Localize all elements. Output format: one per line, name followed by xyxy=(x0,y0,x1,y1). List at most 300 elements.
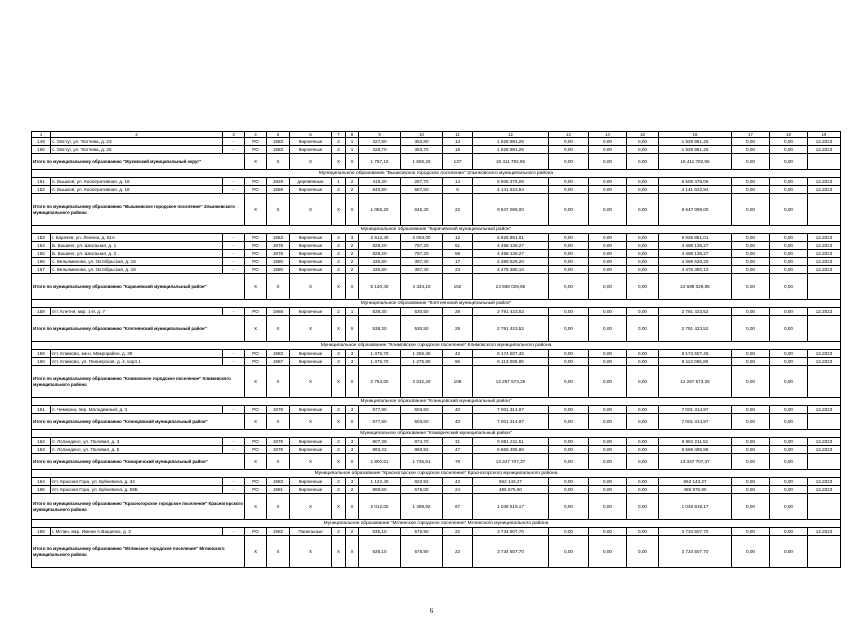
table-cell: Панельные xyxy=(290,528,332,536)
total-cell: X xyxy=(245,414,267,430)
table-cell: 2 xyxy=(346,178,359,186)
table-row xyxy=(32,308,841,316)
table-cell: - xyxy=(223,486,245,494)
table-row xyxy=(32,146,841,154)
table-cell: 4 498 136,27 xyxy=(473,250,549,258)
table-cell: 157 xyxy=(32,266,51,274)
table-cell: Кирпичные xyxy=(290,138,332,146)
section-title: Муниципальное образование "Карачевский муниципальный район" xyxy=(32,226,841,234)
table-cell: - xyxy=(223,528,245,536)
table-cell: 0,00 xyxy=(770,438,808,446)
table-cell: 0,00 xyxy=(589,406,627,414)
section-row xyxy=(32,342,841,350)
table-cell: 154 xyxy=(32,242,51,250)
table-cell: 0,00 xyxy=(627,266,659,274)
table-cell: 587,60 xyxy=(401,186,443,194)
total-cell: 0,00 xyxy=(549,366,589,398)
table-cell: - xyxy=(223,478,245,486)
table-cell: РО xyxy=(245,446,267,454)
table-cell: 1983 xyxy=(267,146,290,154)
section-title: Муниципальное образование "Клинцовский муниципальный район" xyxy=(32,398,841,406)
table-cell: 3 734 507,70 xyxy=(473,528,549,536)
table-cell: 0,00 xyxy=(589,234,627,242)
address-cell: п. Вышков, ул. Кооперативная, д. 18 xyxy=(51,186,223,194)
table-cell: 2 xyxy=(332,308,346,316)
total-label: Итого по муниципальному образованию "Клинцовский муниципальный район" xyxy=(32,414,245,430)
table-row xyxy=(32,138,841,146)
table-cell: 1979 xyxy=(267,446,290,454)
address-cell: с. Овстуг, ул. Тютчева, д. 25 xyxy=(51,146,223,154)
table-cell: - xyxy=(223,186,245,194)
table-cell: 0,00 xyxy=(732,446,770,454)
table-cell: 577,80 xyxy=(359,406,401,414)
table-cell: - xyxy=(223,234,245,242)
header-cell: 16 xyxy=(659,132,732,138)
table-row xyxy=(32,234,841,242)
total-cell: 13 347 707,37 xyxy=(659,454,732,470)
table-cell: - xyxy=(223,406,245,414)
address-cell: п. Вышков, ул. Кооперативная, д. 16 xyxy=(51,178,223,186)
table-cell: 12.2023 xyxy=(808,308,841,316)
total-cell: 2 012,00 xyxy=(359,494,401,520)
total-cell: X xyxy=(332,536,346,568)
table-cell: 1 xyxy=(332,178,346,186)
table-cell: 1978 xyxy=(267,242,290,250)
total-cell: 0,00 xyxy=(770,366,808,398)
table-cell: Кирпичные xyxy=(290,358,332,366)
table-cell: 0,00 xyxy=(589,308,627,316)
table-cell: 23 xyxy=(443,266,473,274)
total-cell: X xyxy=(346,274,359,300)
table-cell: 1978 xyxy=(267,406,290,414)
total-cell: 3 734 507,70 xyxy=(473,536,549,568)
table-cell: 12.2023 xyxy=(808,186,841,194)
total-cell: 577,80 xyxy=(359,414,401,430)
total-row xyxy=(32,274,841,300)
table-cell: 0,00 xyxy=(732,234,770,242)
total-cell: 1 056,20 xyxy=(359,194,401,226)
total-cell: 530,50 xyxy=(401,316,443,342)
total-cell: 0,00 xyxy=(770,154,808,170)
table-cell: 0,00 xyxy=(770,446,808,454)
total-cell: X xyxy=(346,154,359,170)
total-cell: X xyxy=(346,454,359,470)
total-cell: X xyxy=(290,494,332,520)
table-cell: - xyxy=(223,266,245,274)
total-cell: 0,00 xyxy=(627,536,659,568)
total-cell: 162 xyxy=(443,274,473,300)
total-cell: 3 734 507,70 xyxy=(659,536,732,568)
header-cell: 19 xyxy=(808,132,841,138)
header-cell: 5 xyxy=(267,132,290,138)
section-row xyxy=(32,520,841,528)
total-cell: 0,00 xyxy=(549,414,589,430)
table-cell: 2 xyxy=(332,138,346,146)
table-cell: 7 001 314,97 xyxy=(659,406,732,414)
total-cell: 108 xyxy=(443,366,473,398)
table-cell: 2 xyxy=(346,250,359,258)
total-cell: X xyxy=(332,454,346,470)
total-cell-empty xyxy=(808,194,841,226)
table-cell: 6 113 065,80 xyxy=(473,358,549,366)
section-row xyxy=(32,170,841,178)
total-cell: 5 140,40 xyxy=(359,274,401,300)
table-row xyxy=(32,350,841,358)
total-row xyxy=(32,454,841,470)
table-cell: 822,92 xyxy=(401,478,443,486)
total-cell: 22 xyxy=(443,536,473,568)
total-cell: 0,00 xyxy=(732,194,770,226)
total-cell: X xyxy=(290,454,332,470)
table-cell: 0,00 xyxy=(589,266,627,274)
table-cell: 1 928 981,25 xyxy=(659,146,732,154)
table-cell: 0,00 xyxy=(549,308,589,316)
table-cell: 1 928 981,25 xyxy=(473,138,549,146)
table-cell: 397,40 xyxy=(401,266,443,274)
total-cell: 22 xyxy=(443,194,473,226)
table-cell: 0,00 xyxy=(549,446,589,454)
header-cell: 1 xyxy=(32,132,51,138)
table-cell: РО xyxy=(245,250,267,258)
table-cell: 3 xyxy=(346,406,359,414)
table-cell: 538,30 xyxy=(359,308,401,316)
total-cell: X xyxy=(267,536,290,568)
section-row xyxy=(32,470,841,478)
table-cell: 503,60 xyxy=(401,406,443,414)
section-title: Муниципальное образование "Красногорское городское поселение" Красногорского муниципального района xyxy=(32,470,841,478)
table-cell: 0,00 xyxy=(770,486,808,494)
table-cell: 12.2023 xyxy=(808,438,841,446)
total-row xyxy=(32,494,841,520)
table-cell: 0,00 xyxy=(549,138,589,146)
table-cell: 0,00 xyxy=(770,146,808,154)
table-cell: 12.2023 xyxy=(808,250,841,258)
table-cell: 1980 xyxy=(267,258,290,266)
table-cell: 0,00 xyxy=(732,266,770,274)
table-cell: 2 xyxy=(332,186,346,194)
table-cell: РО xyxy=(245,350,267,358)
table-cell: 0,00 xyxy=(770,528,808,536)
total-cell: 0,00 xyxy=(770,194,808,226)
table-cell: 0,00 xyxy=(770,266,808,274)
table-cell: 3 xyxy=(332,358,346,366)
table-cell: 162 xyxy=(32,438,51,446)
total-cell: 9 647 099,00 xyxy=(659,194,732,226)
table-cell: 12.2023 xyxy=(808,358,841,366)
table-cell: 12.2023 xyxy=(808,178,841,186)
table-cell: Кирпичные xyxy=(290,486,332,494)
total-cell: X xyxy=(245,366,267,398)
total-label: Итого по муниципальному образованию "Климовское городское поселение" Климовского муниципального района xyxy=(32,366,245,398)
total-cell: 0,00 xyxy=(627,494,659,520)
table-cell: 0,00 xyxy=(732,528,770,536)
address-cell: п. Лопандино, ул. Полевая, д. 5 xyxy=(51,446,223,454)
table-cell: РО xyxy=(245,242,267,250)
address-cell: Б. Бошино, ул. Школьная, д. 2 xyxy=(51,250,223,258)
total-cell: 0,00 xyxy=(627,154,659,170)
table-cell: 1980 xyxy=(267,266,290,274)
table-cell: 2 xyxy=(332,242,346,250)
table-cell: Кирпичные xyxy=(290,478,332,486)
section-row xyxy=(32,430,841,438)
table-cell: 2 xyxy=(332,258,346,266)
table-cell: 0,00 xyxy=(770,234,808,242)
address-cell: с. Овстуг, ул. Тютчева, д. 23 xyxy=(51,138,223,146)
table-cell: - xyxy=(223,250,245,258)
table-cell: 2 xyxy=(332,406,346,414)
total-cell: 2 791 423,52 xyxy=(659,316,732,342)
table-cell: 1 xyxy=(346,146,359,154)
table-cell: 12.2023 xyxy=(808,478,841,486)
total-cell: 7 001 314,97 xyxy=(473,414,549,430)
total-cell: 0,00 xyxy=(732,274,770,300)
table-cell: 150 xyxy=(32,146,51,154)
total-cell: 9 647 099,00 xyxy=(473,194,549,226)
table-cell: 0,00 xyxy=(627,478,659,486)
table-cell: 0,00 xyxy=(589,358,627,366)
table-cell: 4 498 136,27 xyxy=(473,242,549,250)
table-cell: 17 xyxy=(443,258,473,266)
total-cell: 1 767,10 xyxy=(359,154,401,170)
table-cell: 6 681 211,51 xyxy=(473,438,549,446)
table-cell: 0,00 xyxy=(732,406,770,414)
total-cell: X xyxy=(245,536,267,568)
total-cell: 538,30 xyxy=(359,316,401,342)
table-cell: 562 143,27 xyxy=(659,478,732,486)
table-cell: 1 376,70 xyxy=(359,358,401,366)
header-cell: 2 xyxy=(51,132,223,138)
table-cell: 155 xyxy=(32,250,51,258)
table-cell: 1963 xyxy=(267,234,290,242)
table-cell: РО xyxy=(245,438,267,446)
table-cell: 0,00 xyxy=(589,446,627,454)
table-cell: 1 xyxy=(346,308,359,316)
total-cell-empty xyxy=(808,454,841,470)
total-cell: X xyxy=(245,274,267,300)
total-cell: 1 048 819,17 xyxy=(473,494,549,520)
table-cell: Кирпичные xyxy=(290,446,332,454)
table-cell: 0,00 xyxy=(549,528,589,536)
table-cell: 159 xyxy=(32,350,51,358)
total-cell: 0,00 xyxy=(732,494,770,520)
table-cell: 0,00 xyxy=(770,250,808,258)
table-row xyxy=(32,438,841,446)
table-cell: РО xyxy=(245,186,267,194)
table-cell: 13 xyxy=(443,138,473,146)
total-cell: 0,00 xyxy=(549,536,589,568)
table-cell: 0,00 xyxy=(589,186,627,194)
table-cell: 0,00 xyxy=(589,438,627,446)
total-cell: X xyxy=(346,494,359,520)
total-cell: 503,60 xyxy=(401,414,443,430)
table-row xyxy=(32,266,841,274)
total-label: Итого по муниципальному образованию "Карачевский муниципальный район" xyxy=(32,274,245,300)
table-cell: 1987 xyxy=(267,358,290,366)
table-cell: 676,00 xyxy=(401,486,443,494)
total-cell: 0,00 xyxy=(549,494,589,520)
table-cell: РО xyxy=(245,266,267,274)
table-row xyxy=(32,406,841,414)
total-cell: 4 334,10 xyxy=(401,274,443,300)
table-cell: РО xyxy=(245,258,267,266)
table-cell: 0,00 xyxy=(770,242,808,250)
table-cell: 3 xyxy=(346,358,359,366)
table-cell: 0,00 xyxy=(770,406,808,414)
table-cell: - xyxy=(223,438,245,446)
housing-program-table xyxy=(31,131,833,568)
table-cell: 0,00 xyxy=(549,146,589,154)
address-cell: пгт. Клетня, мкр. 1-й, д. 7 xyxy=(51,308,223,316)
table-cell: РО xyxy=(245,478,267,486)
total-cell: X xyxy=(290,154,332,170)
total-cell: 2 753,60 xyxy=(359,366,401,398)
table-cell: 4 399 526,20 xyxy=(659,258,732,266)
total-cell: 1 800,61 xyxy=(359,454,401,470)
table-cell: - xyxy=(223,178,245,186)
total-cell-empty xyxy=(808,154,841,170)
table-cell: 4 399 526,20 xyxy=(473,258,549,266)
table-cell: - xyxy=(223,350,245,358)
total-cell: 0,00 xyxy=(732,454,770,470)
table-cell: 435,80 xyxy=(359,258,401,266)
table-cell: РО xyxy=(245,138,267,146)
section-row xyxy=(32,398,841,406)
total-cell: X xyxy=(332,366,346,398)
table-cell: 640,80 xyxy=(359,186,401,194)
table-cell: РО xyxy=(245,406,267,414)
table-cell: 1978 xyxy=(267,250,290,258)
total-cell: 0,00 xyxy=(770,316,808,342)
total-cell: X xyxy=(346,366,359,398)
table-cell: - xyxy=(223,138,245,146)
table-cell: РО xyxy=(245,528,267,536)
section-title: Муниципальное образование "Климовское городское поселение" Климовского муниципального района xyxy=(32,342,841,350)
table-cell: 0,00 xyxy=(732,486,770,494)
total-cell: 0,00 xyxy=(732,536,770,568)
table-cell: 40 xyxy=(443,406,473,414)
table-cell: 397,40 xyxy=(401,258,443,266)
total-cell: X xyxy=(245,454,267,470)
table-cell: 3 xyxy=(346,350,359,358)
table-cell: 1959 xyxy=(267,186,290,194)
address-cell: пгт. Красная Гора, ул. Буйневича, д. 34 xyxy=(51,478,223,486)
table-cell: 0,00 xyxy=(549,358,589,366)
table-cell: 530,50 xyxy=(401,308,443,316)
table-cell: 12.2023 xyxy=(808,266,841,274)
table-cell: - xyxy=(223,446,245,454)
total-cell: X xyxy=(245,494,267,520)
table-cell: 2 xyxy=(332,250,346,258)
table-cell: 635,10 xyxy=(359,528,401,536)
table-cell: 3 xyxy=(346,446,359,454)
table-cell: 6 826 851,01 xyxy=(659,234,732,242)
table-cell: 42 xyxy=(443,350,473,358)
table-cell: Кирпичные xyxy=(290,146,332,154)
total-cell: X xyxy=(267,154,290,170)
table-cell: 2 612,40 xyxy=(359,234,401,242)
table-cell: 828,20 xyxy=(359,250,401,258)
table-cell: 0,00 xyxy=(589,138,627,146)
table-cell: 1983 xyxy=(267,138,290,146)
table-cell: 3 xyxy=(346,478,359,486)
table-cell: 0,00 xyxy=(770,186,808,194)
table-cell: 428,70 xyxy=(359,146,401,154)
table-cell: 0,00 xyxy=(549,406,589,414)
total-cell: X xyxy=(332,274,346,300)
total-cell: 1 606,20 xyxy=(401,154,443,170)
table-cell: 874,70 xyxy=(401,438,443,446)
total-cell: 0,00 xyxy=(732,154,770,170)
table-cell: 435,80 xyxy=(359,266,401,274)
table-cell: РО xyxy=(245,358,267,366)
table-cell: 1983 xyxy=(267,350,290,358)
total-cell: 16 411 782,95 xyxy=(473,154,549,170)
header-cell: 3 xyxy=(223,132,245,138)
table-cell: 1 122,40 xyxy=(359,478,401,486)
table-cell: 164 xyxy=(32,478,51,486)
header-cell: 10 xyxy=(401,132,443,138)
table-cell: 163 xyxy=(32,446,51,454)
address-cell: с. Вельяминова, ул. Октябрьская, д. 15 xyxy=(51,258,223,266)
total-cell: 0,00 xyxy=(549,454,589,470)
address-cell: с. Вельяминова, ул. Октябрьская, д. 18 xyxy=(51,266,223,274)
table-cell: 18 xyxy=(443,146,473,154)
total-cell: X xyxy=(267,494,290,520)
header-cell: 18 xyxy=(770,132,808,138)
table-cell: 6 666 495,86 xyxy=(473,446,549,454)
total-cell: X xyxy=(346,536,359,568)
table-cell: 0,00 xyxy=(627,186,659,194)
total-cell: 0,00 xyxy=(549,154,589,170)
table-cell: деревянные xyxy=(290,178,332,186)
table-cell: 2 xyxy=(346,486,359,494)
table-cell: 486 675,90 xyxy=(473,486,549,494)
total-cell: 0,00 xyxy=(589,154,627,170)
total-cell: X xyxy=(290,414,332,430)
table-cell: 0,00 xyxy=(589,178,627,186)
header-cell: 9 xyxy=(359,132,401,138)
table-cell: 1 275,80 xyxy=(401,358,443,366)
total-cell: 137 xyxy=(443,154,473,170)
address-cell: пгт. Климово, мк-н. Микрорайон, д. 39 xyxy=(51,350,223,358)
total-row xyxy=(32,194,841,226)
table-cell: 0,00 xyxy=(627,258,659,266)
table-cell: 6 681 211,51 xyxy=(659,438,732,446)
table-cell: 2 791 423,52 xyxy=(659,308,732,316)
table-cell: 160 xyxy=(32,358,51,366)
table-cell: 0,00 xyxy=(589,478,627,486)
section-row xyxy=(32,226,841,234)
table-cell: РО xyxy=(245,486,267,494)
table-cell: 0,00 xyxy=(732,138,770,146)
table-cell: 1 928 981,25 xyxy=(473,146,549,154)
total-cell: 16 411 782,95 xyxy=(659,154,732,170)
total-cell: 635,10 xyxy=(359,536,401,568)
total-row xyxy=(32,414,841,430)
total-cell-empty xyxy=(808,316,841,342)
table-cell: 0,00 xyxy=(589,258,627,266)
address-cell: п. Лопандино, ул. Полевая, д. 3 xyxy=(51,438,223,446)
table-cell: 0,00 xyxy=(770,358,808,366)
table-cell: 0,00 xyxy=(770,178,808,186)
total-cell: 1 498,92 xyxy=(401,494,443,520)
table-cell: РО xyxy=(245,234,267,242)
table-cell: 3 734 507,70 xyxy=(659,528,732,536)
table-cell: 0,00 xyxy=(627,446,659,454)
table-cell: 0,00 xyxy=(549,438,589,446)
total-cell-empty xyxy=(808,414,841,430)
total-label: Итого по муниципальному образованию "Клетнянский муниципальный район" xyxy=(32,316,245,342)
